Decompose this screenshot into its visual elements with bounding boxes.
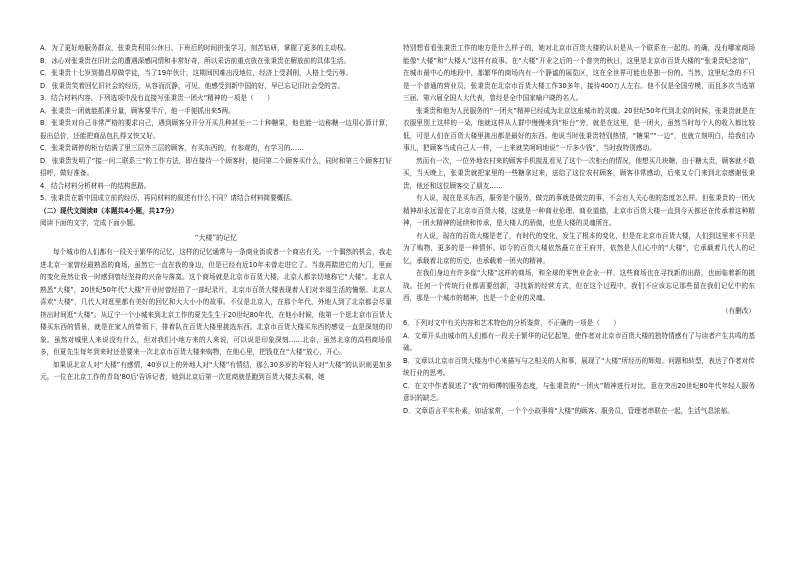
- right-paragraph: 有人说，现在的百货大楼是老了，有时代的变化，发生了根本的变化，但是在北京市百货大楼，人们到这里来不只是为了购物，更多的是一种情怀。如今的百货大楼依然矗立在王府井，依然是人们心中的“大楼”，它承载着几代人的记忆，承载着北京的历史，也承载着一团火的精神。: [403, 231, 755, 265]
- right-paragraph: 6．下列对文中有关内容和艺术特色的分析鉴赏，不正确的一项是（ ）: [403, 319, 620, 327]
- right-paragraph: C．在文中作者叙述了“我”的师傅的服务态度，与张秉贵的“一团火”精神进行对比，意在突出20世纪80年代年轻人服务意识的缺乏。: [403, 381, 755, 402]
- right-paragraph: （有删改）: [721, 306, 755, 315]
- right-paragraph: B．文章以北京市百货大楼为中心来描写与之相关的人和事，展现了“大楼”所经历的辉煌、问题和转型，表达了作者对传统行业的思考。: [403, 356, 755, 377]
- left-paragraph: 每个城市的人们都有一段关于繁华的记忆，这样的记忆通常与一条商业街或者一个商店有关。一个偶然的机会，我走进北京一家曾经最熟悉的商场，虽然它一直在我的身边，但是已经有近10年未曾走进它了。当我再踏进它的大门，里面的变化竟然让我一时感到曾经坚持的兴奋与落寞。这个商场就是北京市百货大楼，北京人都亲切地称它“大楼”。北京人熟悉“大楼”，20世纪50年代“大楼”开业时曾经拍了一部纪录片，北京市百货大楼表现着人们对幸福生活的憧憬。北京人喜欢“大楼”，几代人对逛里都有美好的回忆和大大小小的故事。不仅是北京人，在那个年代，外地人到了北京都会尽量挤出时间逛“大楼”。从辽宁一个小城来到北京工作的夏先生生于20世纪80年代，在他小时候，他第一个逛北京市百货大楼买东西的情景，就是在家人的带领下，排着队在百货大楼里挑选东西。北京市百货大楼买东西的感觉一直是深刻的印象。虽然对城里人来说没有什么，但对我们小地方来的人来说，可以说是印象深刻……北京，虽然北京的高档商场很多，但夏先生每年到来时还是要来一次北京市百货大楼来购物，在他心里，把钱花在“大楼”放心，开心。: [40, 248, 392, 356]
- left-column: [40, 42, 392, 384]
- right-paragraph: 在我们身边有许多像“大楼”这样的商场，和全球的零售业企业一样，这些商场也在寻找新的出路，也面临着新的挑战。任何一个传统行业都需要创新，寻找新的经营方式，但在这个过程中，我们不应该忘记那些留在我们记忆中的东西，那是一个城市的精神，也是一个企业的灵魂。: [403, 269, 755, 302]
- left-paragraph: 5．张秉贵在新中国成立前的经历，再同材料的叙述有什么不同？请结合材料简要概括。: [40, 194, 297, 202]
- right-column: [403, 42, 755, 417]
- right-paragraph: 然而有一次，一位外地农村来的顾客手机搅乱看见了这个一次柜台的情况，他想买几块糖，由于糖太贵，顾客就不敢买，当天晚上，张秉贵就把家里的一些糖拿过来，送给了这位农村顾客，顾客非常感动，后来又专门来到北京感谢张秉贵，他还和这位顾客交了朋友……: [403, 156, 755, 190]
- left-paragraph: B．张秉贵对自己非常严格的要求自己，遇到顾客分开分开买几种甚至一二十种糖果，他也能一边称糖一边用心算计算，报出总价，还能把商品包扎得又快又好。: [40, 119, 392, 140]
- left-paragraph: A．为了更好地服务群众，张秉贵利用公休日、下班后的时间拼张学习，刻苦钻研，掌握了更多的主动权。: [40, 44, 351, 52]
- left-paragraph: 阅读下面的文字，完成下面小题。: [40, 219, 140, 227]
- article-title: “大楼”的记忆: [194, 233, 238, 242]
- right-paragraph: 有人说，现在是买东西，服务是个服务，做完的事就是做完的事，不会有人关心他的态度怎么样。但张秉贵的一团火精神却永远留在了北京市百货大楼，这就是一种商业伦理、商业道德，北京市百货大楼一直到今天都还在传承着这种精神，一团火精神的延续和传承，是大楼人的骄傲，也是大楼的灵魂所在。: [403, 194, 755, 227]
- left-paragraph: C．张秉贵调停的柜台结满了里三层外三层的顾客，有买东西的，有参观的，有学习的……: [40, 144, 304, 152]
- left-paragraph: C．张秉贵十七岁到德昌厚做学徒，当了19年伙计，这期间因难出没地位，经济上受剥削，人格上受污辱。: [40, 69, 353, 77]
- right-paragraph: 特别想看看张秉贵工作的地方是什么样子的，她对北京市百货大楼的认识是从一个联系在一起的。的确，没有哪家商场能像“大楼”和“大楼人”这样有故事。在“大楼”开业之后的一个普突的秋日，这里是北京市百货大楼的“张秉贵纪念馆”，在城市最中心的地段中，那繁华的商场内有一个静谧的展览区，这在全世界可能也是独一份的。当然，这里纪念的不只是一个普通的营业员，张秉贵在北京市百货大楼工作30多年，接待400万人左右。他不仅是全国劳模，而且多次当选第三届、第六届全国人大代表，曾经是全中国家喻户晓的名人。: [403, 44, 755, 102]
- left-paragraph: 3．结合材料内容，下列选项中没有直接写张秉贵一团火“精神的一项是（ ）: [40, 94, 274, 102]
- left-paragraph: （二）现代文阅读Ⅱ（本题共4小题，共17分）: [40, 206, 178, 215]
- left-paragraph: 如果说北京人对“大楼”有感情，40岁以上的外地人对“大楼”有情结，那么30多岁的年轻人对“大楼”的认识则更加多元。一位在北京工作的青岛'80后'告诉记者，她到北京后第一次逛商就是跑到百货大楼去买棉，她: [40, 360, 392, 381]
- right-paragraph: D．文章语言平实朴素，如话家常，一个个小故事将“大楼”的顾客、服务员，管理者串联在一起，生活气息浓郁。: [403, 406, 734, 415]
- left-paragraph: A．张秉贵一团就能抓准分量，顾客要半斤，他一手便抓出来5两。: [40, 106, 235, 115]
- left-paragraph: 4．结合材料分析材料一的结构思路。: [40, 181, 151, 190]
- right-paragraph: A．文章开头由城市的人们都有一段关于繁华的记忆起笔，使作者对北京市百货大楼的独特情感有了与读者产生共鸣的基础。: [403, 331, 755, 352]
- left-paragraph: D．张秉贵发明了“接一问二联系三”的工作方法，即在接待一个顾客时，便问第二个顾客买什么，同时和第三个顾客打好招呼，做好准备。: [40, 156, 392, 177]
- left-paragraph: D．张秉贵笑着回忆旧社会的经历，从容而沉静，可见，他感受到新中国的好，早已忘记旧社会受的苦。: [40, 81, 345, 90]
- right-paragraph: 张秉贵和他为人民服务的“一团火”精神已经成为北京这座城市的灵魂。20世纪50年代到北京的时候，张秉贵就是在衣服里别上这样的一朵，他就这样从人群中慢慢来到“柜台”旁，就是在这里，是一团火，虽然当时每个人的收入都比较低，可是人们在百货大楼里挑出都是最好的东西。他说当时张秉贵特别热情，“糖果”“一边”，也就立刻明白，给我们办事儿，把顾客当成自己人一样，一上来就笑呵呵地说“一斤多少钱”，当时我特别感动。: [403, 106, 755, 152]
- left-paragraph: B．冰心对张秉贵在旧社会的遭遇深感同情和非常好奇，所以采访前重点放在张秉贵在解放前的具体生活。: [40, 56, 351, 65]
